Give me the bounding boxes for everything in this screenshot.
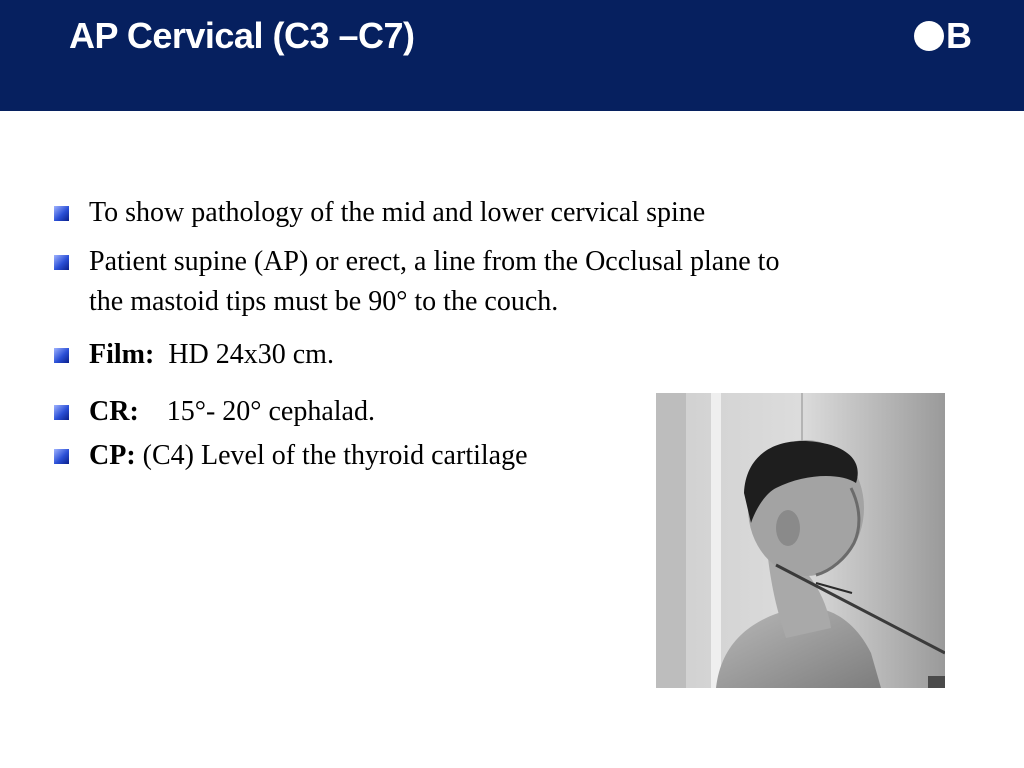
logo-text: B	[946, 15, 972, 56]
bullet-value: (C4) Level of the thyroid cartilage	[142, 440, 528, 471]
photo-illustration	[656, 393, 945, 688]
bullet-label: CP:	[89, 440, 136, 471]
bullet-square-icon	[54, 348, 69, 363]
bullet-square-icon	[54, 206, 69, 221]
bullet-square-icon	[54, 449, 69, 464]
bullet-square-icon	[54, 405, 69, 420]
bullet-value: HD 24x30 cm.	[168, 339, 334, 370]
bullet-text-line2: the mastoid tips must be 90° to the couch.	[89, 286, 559, 317]
bullet-label: Film:	[89, 339, 155, 370]
bullet-text-line1: Patient supine (AP) or erect, a line from the Occlusal plane to	[89, 246, 780, 277]
patient-positioning-photo	[656, 393, 945, 688]
bullet-text: To show pathology of the mid and lower cervical spine	[89, 197, 706, 228]
bullet-value: 15°- 20° cephalad.	[166, 396, 375, 427]
bullet-label: CR:	[89, 396, 139, 427]
slide-title: AP Cervical (C3 –C7)	[69, 15, 415, 56]
bullet-square-icon	[54, 255, 69, 270]
